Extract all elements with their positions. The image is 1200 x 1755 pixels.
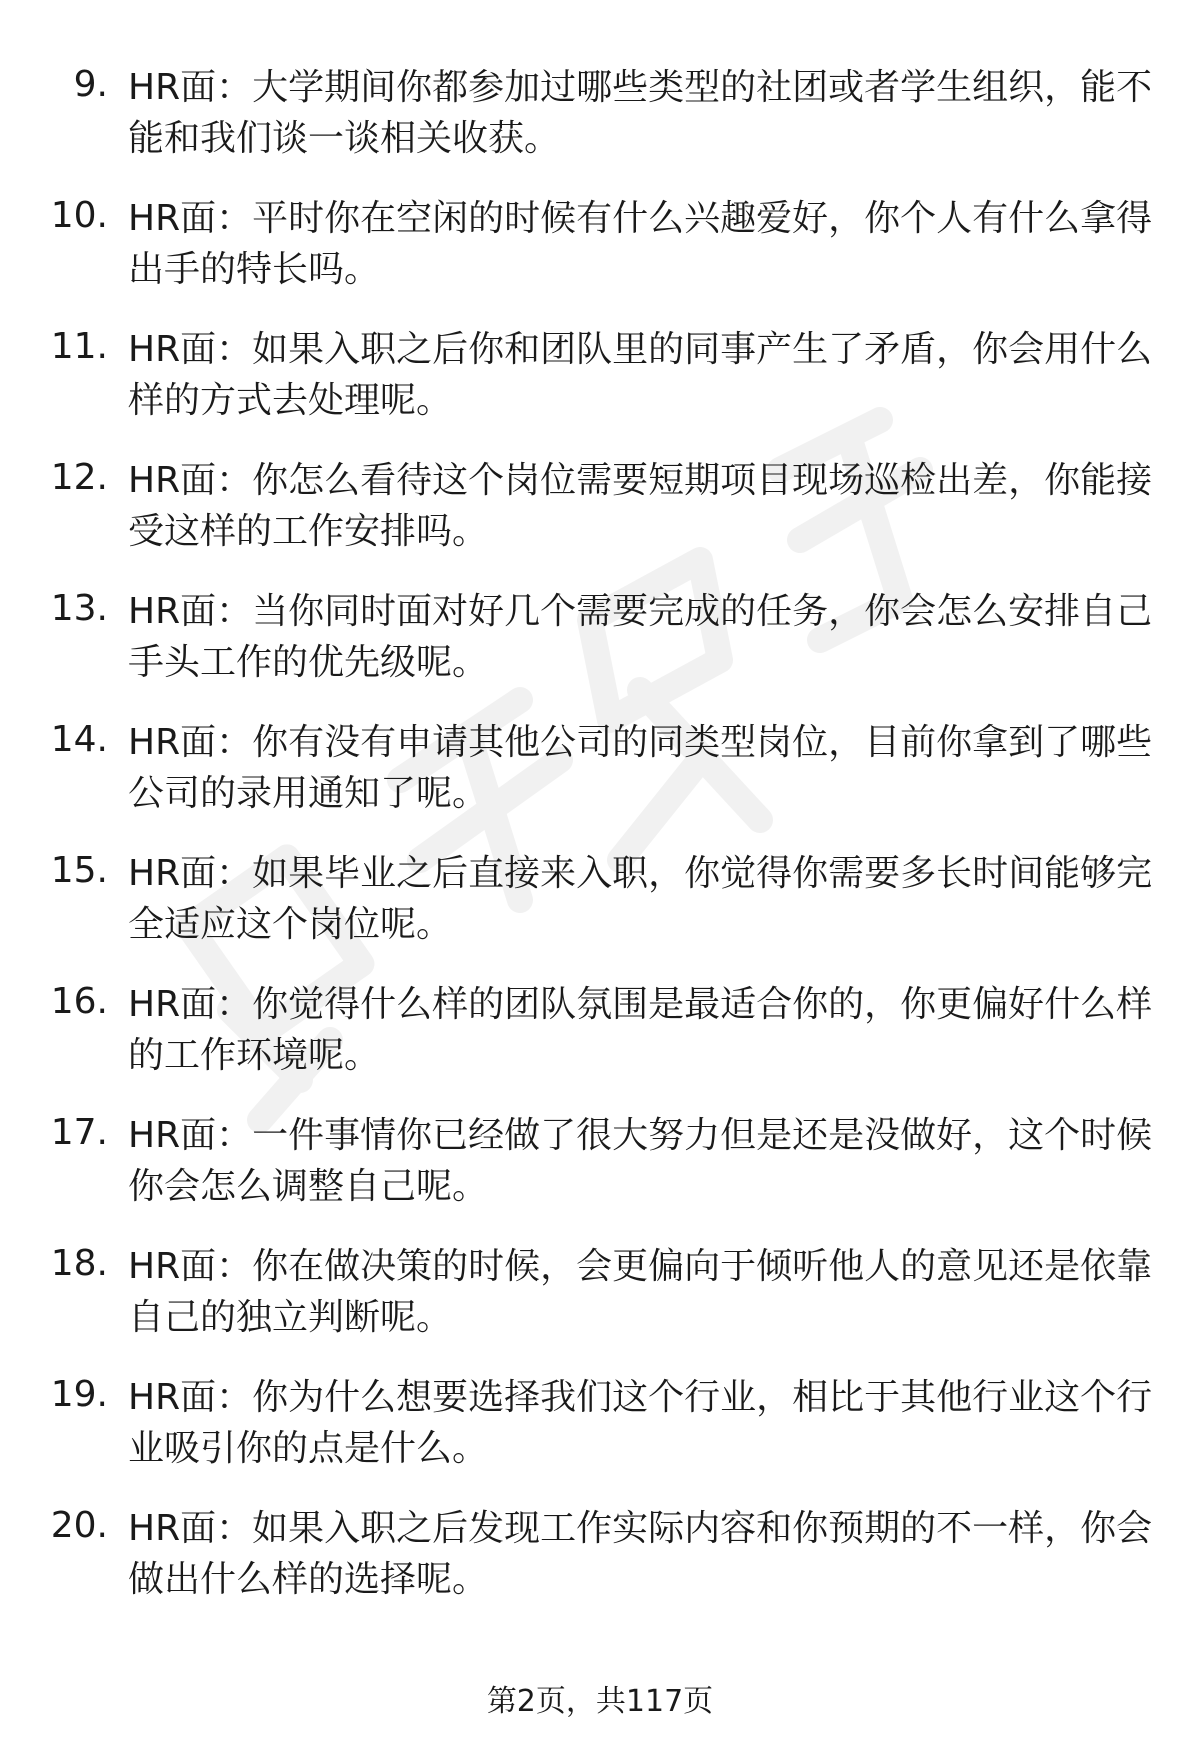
page-indicator: 第2页，共117页 (486, 1684, 714, 1719)
question-number: 20. (50, 1505, 108, 1546)
question-number: 11. (50, 326, 108, 367)
question-item (0, 711, 1200, 842)
question-number: 14. (50, 719, 108, 760)
question-number: 15. (50, 850, 108, 891)
question-number: 9. (73, 64, 108, 105)
question-text: HR面：平时你在空闲的时候有什么兴趣爱好，你个人有什么拿得出手的特长吗。 (128, 198, 1153, 290)
question-item (0, 1104, 1200, 1235)
question-text: HR面：你为什么想要选择我们这个行业，相比于其他行业这个行业吸引你的点是什么。 (128, 1377, 1153, 1469)
question-text: HR面：你在做决策的时候，会更偏向于倾听他人的意见还是依靠自己的独立判断呢。 (128, 1246, 1153, 1338)
question-item (0, 842, 1200, 973)
question-text: HR面：大学期间你都参加过哪些类型的社团或者学生组织，能不能和我们谈一谈相关收获。 (128, 67, 1153, 159)
question-number: 19. (50, 1374, 108, 1415)
question-item (0, 973, 1200, 1104)
question-list (0, 56, 1200, 1628)
question-item (0, 56, 1200, 187)
question-number: 13. (50, 588, 108, 629)
question-item (0, 449, 1200, 580)
question-text: HR面：你觉得什么样的团队氛围是最适合你的，你更偏好什么样的工作环境呢。 (128, 984, 1153, 1076)
question-number: 17. (50, 1112, 108, 1153)
question-text: HR面：如果入职之后发现工作实际内容和你预期的不一样，你会做出什么样的选择呢。 (128, 1508, 1153, 1600)
question-text: HR面：你怎么看待这个岗位需要短期项目现场巡检出差，你能接受这样的工作安排吗。 (128, 460, 1153, 552)
question-item (0, 1235, 1200, 1366)
question-item (0, 580, 1200, 711)
question-text: HR面：一件事情你已经做了很大努力但是还是没做好，这个时候你会怎么调整自己呢。 (128, 1115, 1153, 1207)
question-number: 18. (50, 1243, 108, 1284)
question-item (0, 1366, 1200, 1497)
question-text: HR面：当你同时面对好几个需要完成的任务，你会怎么安排自己手头工作的优先级呢。 (128, 591, 1153, 683)
question-text: HR面：如果毕业之后直接来入职，你觉得你需要多长时间能够完全适应这个岗位呢。 (128, 853, 1153, 945)
question-number: 16. (50, 981, 108, 1022)
question-item (0, 318, 1200, 449)
question-item (0, 1497, 1200, 1628)
question-text: HR面：如果入职之后你和团队里的同事产生了矛盾，你会用什么样的方式去处理呢。 (128, 329, 1153, 421)
question-number: 12. (50, 457, 108, 498)
question-item (0, 187, 1200, 318)
question-text: HR面：你有没有申请其他公司的同类型岗位，目前你拿到了哪些公司的录用通知了呢。 (128, 722, 1153, 814)
question-number: 10. (50, 195, 108, 236)
